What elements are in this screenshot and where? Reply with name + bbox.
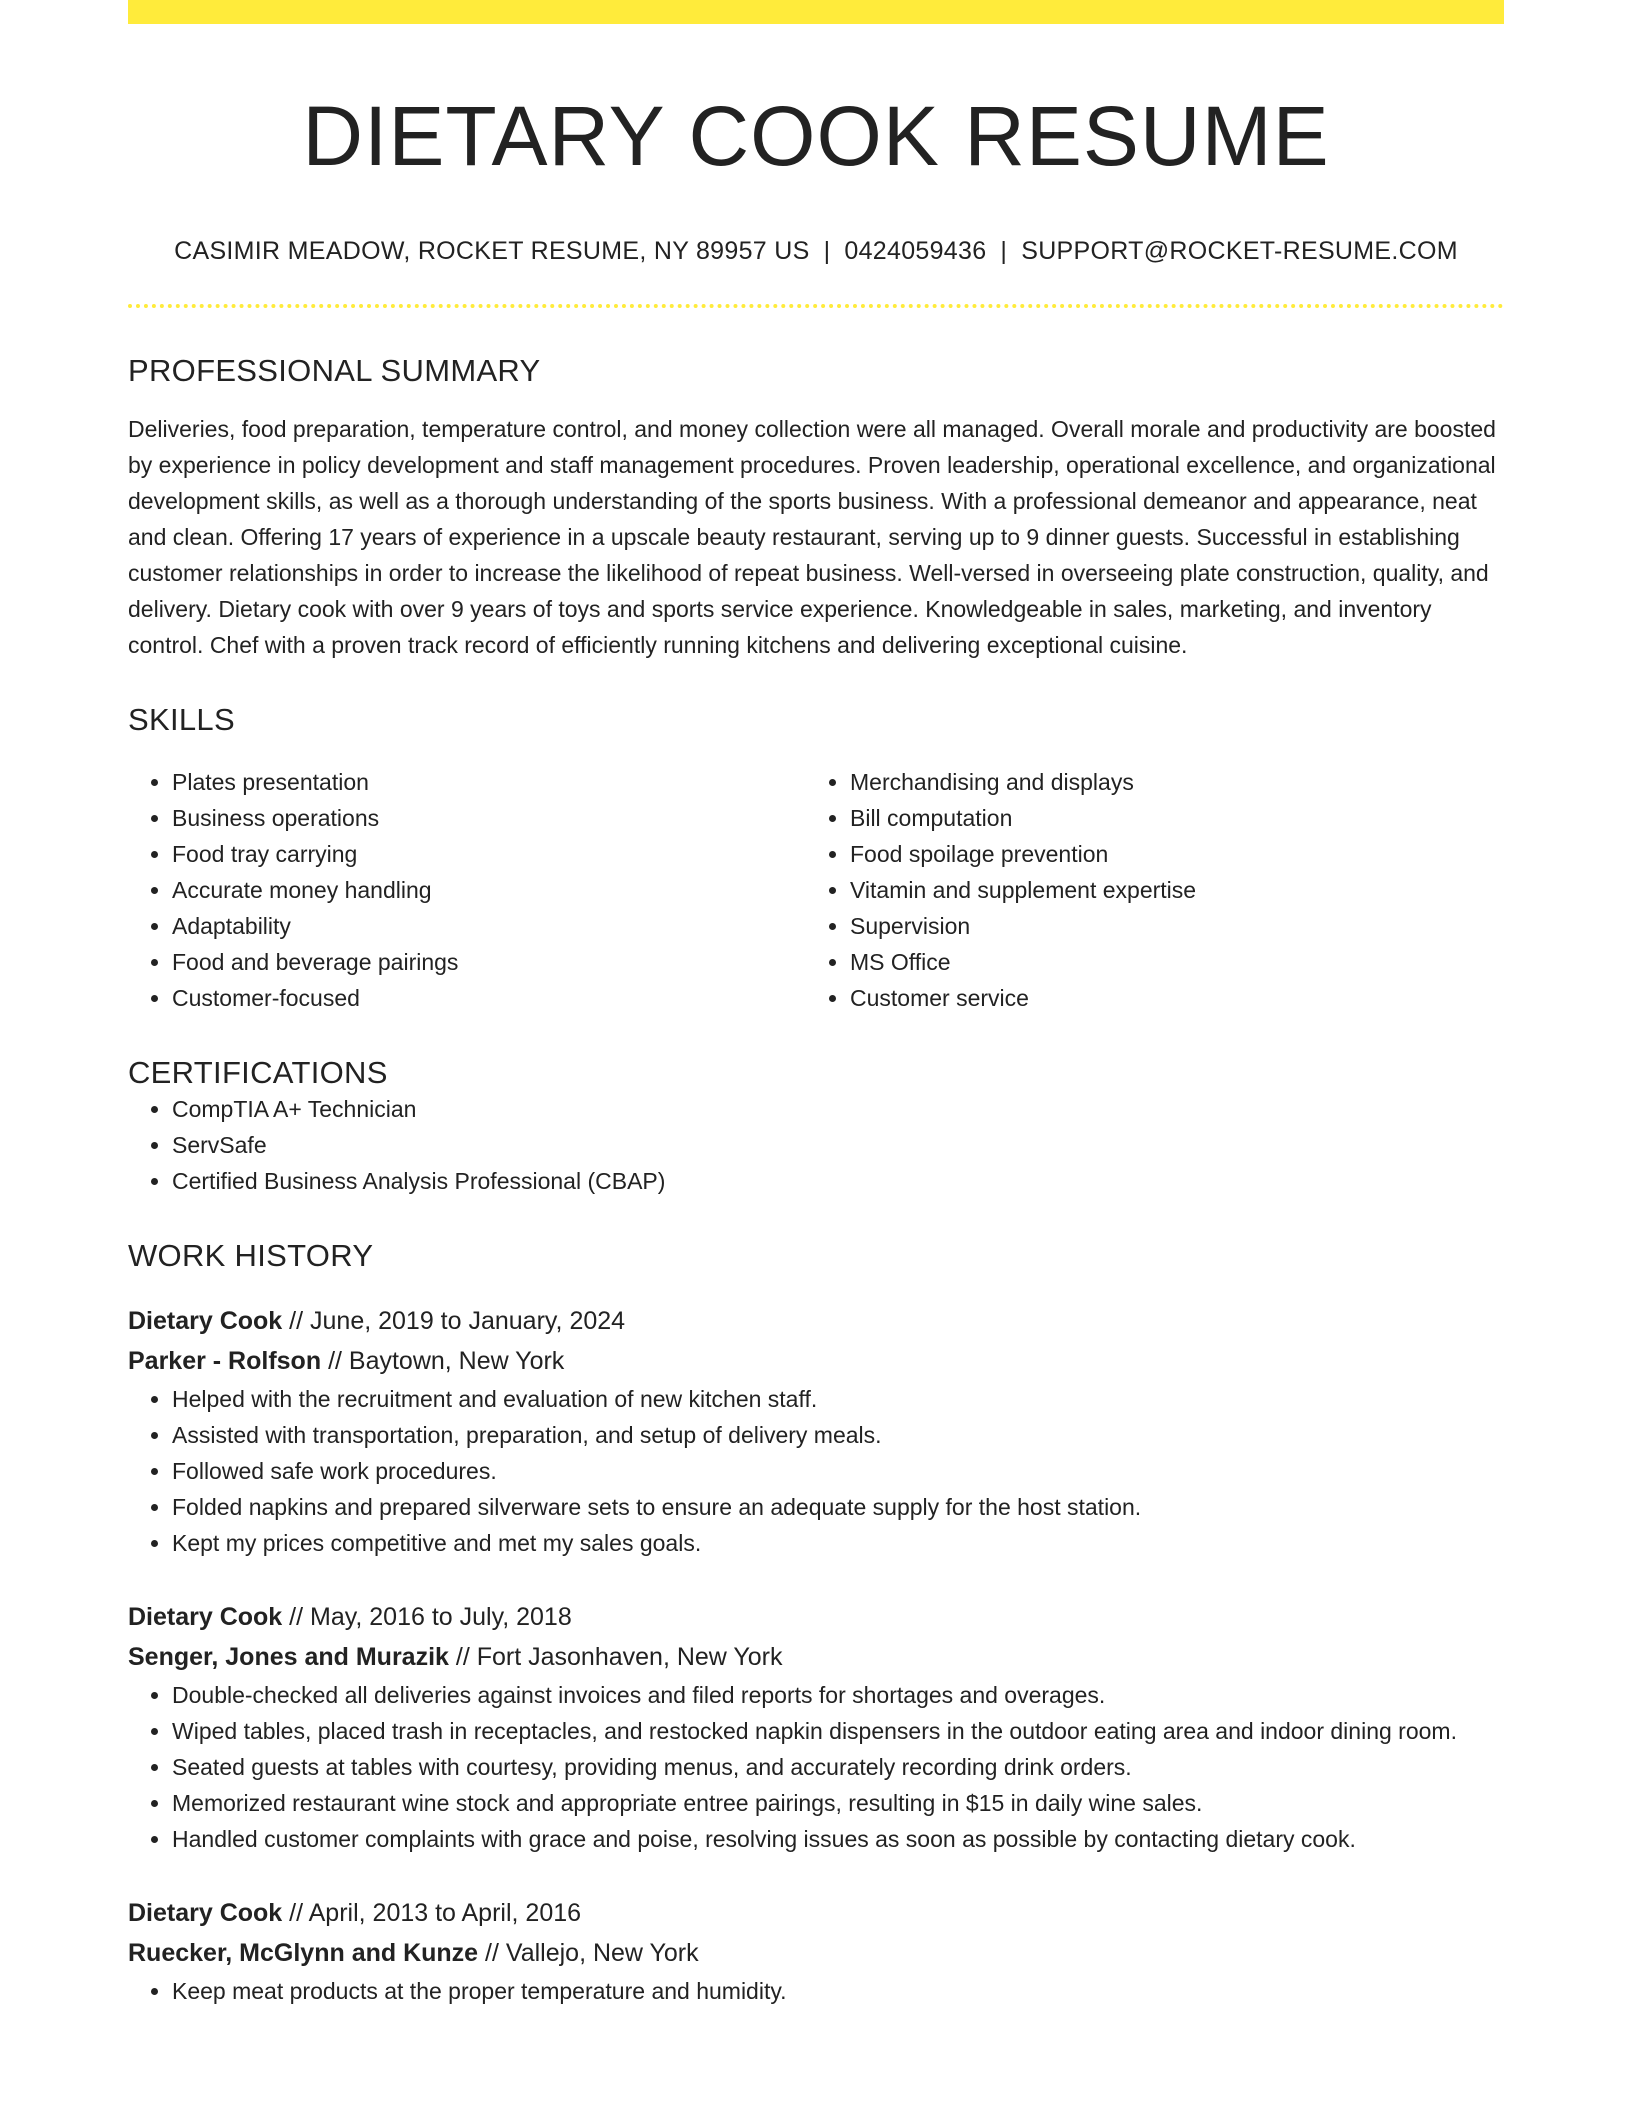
skill-item: • Food tray carrying [172, 836, 806, 872]
skill-item: • Plates presentation [172, 764, 806, 800]
certification-item: • CompTIA A+ Technician [172, 1091, 1504, 1127]
skill-item: • Merchandising and displays [850, 764, 1484, 800]
job-company-line [128, 1637, 1504, 1677]
job-location: // Baytown, New York [328, 1346, 565, 1375]
top-accent-bar [128, 0, 1504, 24]
contact-separator: | [1000, 236, 1008, 265]
summary-heading: PROFESSIONAL SUMMARY [128, 352, 541, 388]
skill-item: • Accurate money handling [172, 872, 806, 908]
job-bullet: • Memorized restaurant wine stock and appropriate entree pairings, resulting in $15 in daily wine sales. [172, 1785, 1504, 1821]
skill-item: • MS Office [850, 944, 1484, 980]
certification-item: • ServSafe [172, 1127, 1504, 1163]
skill-item: • Vitamin and supplement expertise [850, 872, 1484, 908]
skill-item: • Customer-focused [172, 980, 806, 1016]
resume-title: DIETARY COOK RESUME [302, 89, 1330, 183]
job-bullet: • Folded napkins and prepared silverware sets to ensure an adequate supply for the host station. [172, 1489, 1504, 1525]
certification-item: • Certified Business Analysis Professional (CBAP) [172, 1163, 1504, 1199]
skills-column-right [806, 764, 1484, 1016]
skill-item: • Food and beverage pairings [172, 944, 806, 980]
job-company: Parker - Rolfson [128, 1346, 322, 1375]
dotted-divider [128, 304, 1504, 308]
summary-text: Deliveries, food preparation, temperature control, and money collection were all managed. Overall morale and productivity are boosted by experience in policy development and staff management procedures. Proven leadership, operational excellence, and organizational development skills, as well as a thorough understanding of the sports business. With a professional demeanor and appearance, neat and clean. Offering 17 years of experience in a upscale beauty restaurant, serving up to 9 dinner guests. Successful in establishing customer relationships in order to increase the likelihood of repeat business. Well-versed in overseeing plate construction, quality, and delivery. Dietary cook with over 9 years of toys and sports service experience. Knowledgeable in sales, marketing, and inventory control. Chef with a proven track record of efficiently running kitchens and delivering exceptional cuisine. [128, 415, 1496, 658]
job-bullet: • Double-checked all deliveries against invoices and filed reports for shortages and overages. [172, 1677, 1504, 1713]
job-title-line [128, 1301, 1504, 1341]
skill-item: • Bill computation [850, 800, 1484, 836]
certifications-heading: CERTIFICATIONS [128, 1055, 388, 1091]
contact-address: CASIMIR MEADOW, ROCKET RESUME, NY 89957 US [174, 236, 810, 265]
job-title-line [128, 1597, 1504, 1637]
job-bullet: • Handled customer complaints with grace and poise, resolving issues as soon as possible by contacting dietary cook. [172, 1821, 1504, 1857]
job-company-line [128, 1341, 1504, 1381]
skills-column-left [128, 764, 806, 1016]
skill-item: • Supervision [850, 908, 1484, 944]
job-bullet: • Seated guests at tables with courtesy, providing menus, and accurately recording drink orders. [172, 1749, 1504, 1785]
contact-email: SUPPORT@ROCKET-RESUME.COM [1021, 236, 1458, 265]
contact-phone: 0424059436 [844, 236, 987, 265]
contact-line [128, 237, 1504, 266]
skills-heading: SKILLS [128, 701, 235, 737]
job-location: // Vallejo, New York [485, 1938, 699, 1967]
job-dates: // May, 2016 to July, 2018 [289, 1602, 572, 1631]
resume-page [128, 0, 1504, 2009]
job-title-line [128, 1893, 1504, 1933]
skill-item: • Food spoilage prevention [850, 836, 1484, 872]
job-location: // Fort Jasonhaven, New York [455, 1642, 783, 1671]
job-entry [128, 1301, 1504, 1561]
skill-item: • Customer service [850, 980, 1484, 1016]
job-title: Dietary Cook [128, 1898, 283, 1927]
job-dates: // April, 2013 to April, 2016 [289, 1898, 582, 1927]
contact-separator: | [823, 236, 831, 265]
job-dates: // June, 2019 to January, 2024 [289, 1306, 626, 1335]
job-bullet: • Keep meat products at the proper temperature and humidity. [172, 1973, 1504, 2009]
job-entry [128, 1893, 1504, 2009]
job-bullet: • Assisted with transportation, preparation, and setup of delivery meals. [172, 1417, 1504, 1453]
certifications-list [128, 1091, 1504, 1199]
job-bullet: • Helped with the recruitment and evaluation of new kitchen staff. [172, 1381, 1504, 1417]
job-bullets [128, 1973, 1504, 2009]
job-title: Dietary Cook [128, 1306, 283, 1335]
job-bullet: • Kept my prices competitive and met my sales goals. [172, 1525, 1504, 1561]
job-bullet: • Wiped tables, placed trash in receptacles, and restocked napkin dispensers in the outdoor eating area and indoor dining room. [172, 1713, 1504, 1749]
skill-item: • Adaptability [172, 908, 806, 944]
job-entry [128, 1597, 1504, 1857]
job-company-line [128, 1933, 1504, 1973]
work-history-heading: WORK HISTORY [128, 1238, 374, 1274]
job-bullets [128, 1381, 1504, 1561]
skills-grid [128, 764, 1504, 1016]
job-company: Ruecker, McGlynn and Kunze [128, 1938, 479, 1967]
job-company: Senger, Jones and Murazik [128, 1642, 449, 1671]
job-bullets [128, 1677, 1504, 1857]
skill-item: • Business operations [172, 800, 806, 836]
job-bullet: • Followed safe work procedures. [172, 1453, 1504, 1489]
job-title: Dietary Cook [128, 1602, 283, 1631]
